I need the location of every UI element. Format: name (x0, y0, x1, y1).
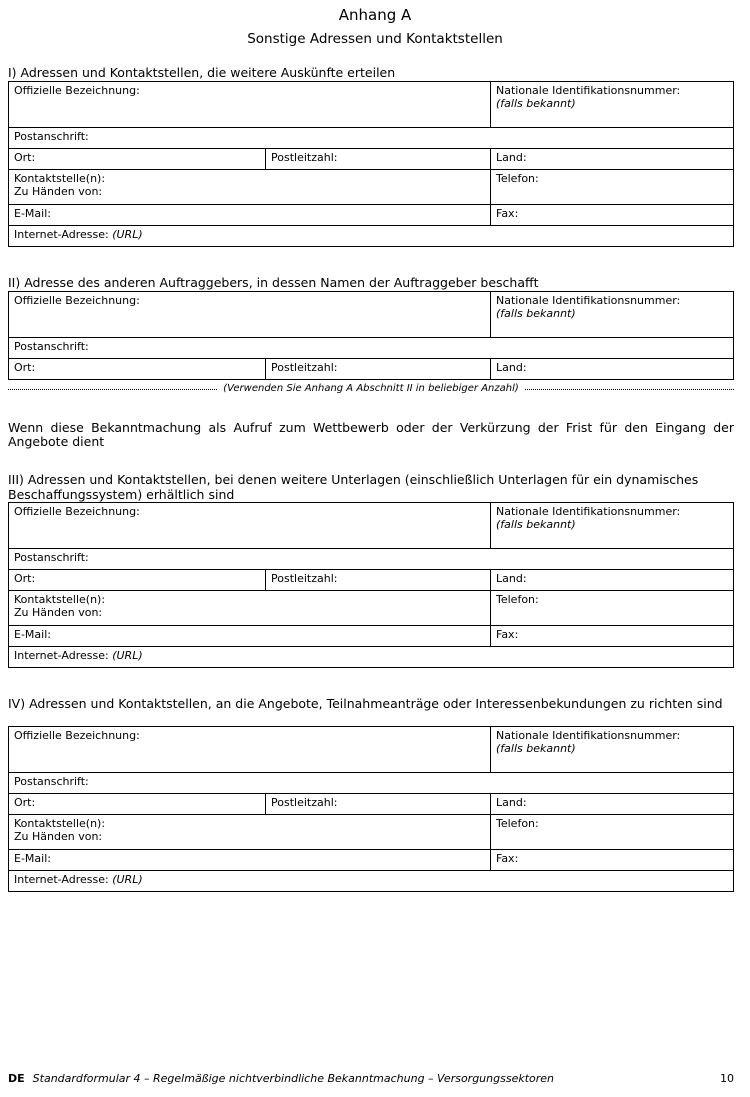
dotted-line (8, 389, 217, 390)
contact-point-field[interactable]: Kontaktstelle(n): Zu Händen von: (14, 172, 106, 198)
telephone-field[interactable]: Telefon: (490, 170, 733, 204)
contact-point-field[interactable]: Kontaktstelle(n): Zu Händen von: (14, 817, 106, 843)
fax-field[interactable]: Fax: (490, 626, 733, 646)
footer-left (8, 1072, 554, 1085)
town-field[interactable]: Ort: (14, 572, 36, 585)
contact-point-field[interactable]: Kontaktstelle(n): Zu Händen von: (14, 593, 106, 619)
page-footer (8, 1072, 734, 1085)
section-2-heading: II) Adresse des anderen Auftraggebers, in dessen Namen der Auftraggeber beschafft (8, 275, 539, 290)
country-field[interactable]: Land: (490, 570, 733, 590)
national-id-field[interactable]: Nationale Identifikationsnummer: (falls bekannt) (490, 727, 733, 772)
postal-code-field[interactable]: Postleitzahl: (265, 149, 490, 169)
email-field[interactable]: E-Mail: (14, 628, 51, 641)
internet-address-field[interactable]: Internet-Adresse: (URL) (14, 873, 143, 886)
official-name-field[interactable]: Offizielle Bezeichnung: (14, 505, 140, 518)
section-4-heading: IV) Adressen und Kontaktstellen, an die Angebote, Teilnahmeanträge oder Interessenbekundungen zu richten sind (8, 696, 723, 711)
page-subtitle: Sonstige Adressen und Kontaktstellen (247, 31, 503, 47)
section-3-form (8, 502, 734, 668)
form-name: Standardformular 4 – Regelmäßige nichtverbindliche Bekanntmachung – Versorgungssektoren (32, 1072, 555, 1085)
national-id-field[interactable]: Nationale Identifikationsnummer: (falls bekannt) (490, 292, 733, 337)
fax-field[interactable]: Fax: (490, 850, 733, 870)
postal-address-field[interactable]: Postanschrift: (14, 551, 89, 564)
town-field[interactable]: Ort: (14, 796, 36, 809)
postal-address-field[interactable]: Postanschrift: (14, 775, 89, 788)
postal-code-field[interactable]: Postleitzahl: (265, 794, 490, 814)
postal-address-field[interactable]: Postanschrift: (14, 340, 89, 353)
page-title: Anhang A (338, 6, 412, 24)
language-code: DE (8, 1072, 25, 1085)
fax-field[interactable]: Fax: (490, 205, 733, 225)
section-1-form (8, 81, 734, 247)
national-id-field[interactable]: Nationale Identifikationsnummer: (falls bekannt) (490, 503, 733, 548)
official-name-field[interactable]: Offizielle Bezeichnung: (14, 84, 140, 97)
section-3-heading: III) Adressen und Kontaktstellen, bei denen weitere Unterlagen (einschließlich Unterlagen für ein dynamisches Beschaffungssystem) erhältlich sind (8, 472, 699, 502)
section-4-form (8, 726, 734, 892)
official-name-field[interactable]: Offizielle Bezeichnung: (14, 729, 140, 742)
section-2-form (8, 291, 734, 380)
country-field[interactable]: Land: (490, 794, 733, 814)
official-name-field[interactable]: Offizielle Bezeichnung: (14, 294, 140, 307)
postal-code-field[interactable]: Postleitzahl: (265, 570, 490, 590)
national-id-field[interactable]: Nationale Identifikationsnummer: (falls bekannt) (490, 82, 733, 127)
postal-address-field[interactable]: Postanschrift: (14, 130, 89, 143)
section-1-heading: I) Adressen und Kontaktstellen, die weitere Auskünfte erteilen (8, 65, 396, 80)
country-field[interactable]: Land: (490, 359, 733, 379)
repeat-note: (Verwenden Sie Anhang A Abschnitt II in beliebiger Anzahl) (223, 382, 519, 394)
call-for-competition-note: Wenn diese Bekanntmachung als Aufruf zum Wettbewerb oder der Verkürzung der Frist für den Eingang der Angebote dient (8, 420, 734, 449)
internet-address-field[interactable]: Internet-Adresse: (URL) (14, 228, 143, 241)
town-field[interactable]: Ort: (14, 361, 36, 374)
town-field[interactable]: Ort: (14, 151, 36, 164)
repeat-note-row (8, 381, 734, 395)
email-field[interactable]: E-Mail: (14, 852, 51, 865)
country-field[interactable]: Land: (490, 149, 733, 169)
internet-address-field[interactable]: Internet-Adresse: (URL) (14, 649, 143, 662)
postal-code-field[interactable]: Postleitzahl: (265, 359, 490, 379)
telephone-field[interactable]: Telefon: (490, 591, 733, 625)
telephone-field[interactable]: Telefon: (490, 815, 733, 849)
dotted-line (525, 389, 734, 390)
page-number: 10 (720, 1072, 734, 1085)
email-field[interactable]: E-Mail: (14, 207, 51, 220)
